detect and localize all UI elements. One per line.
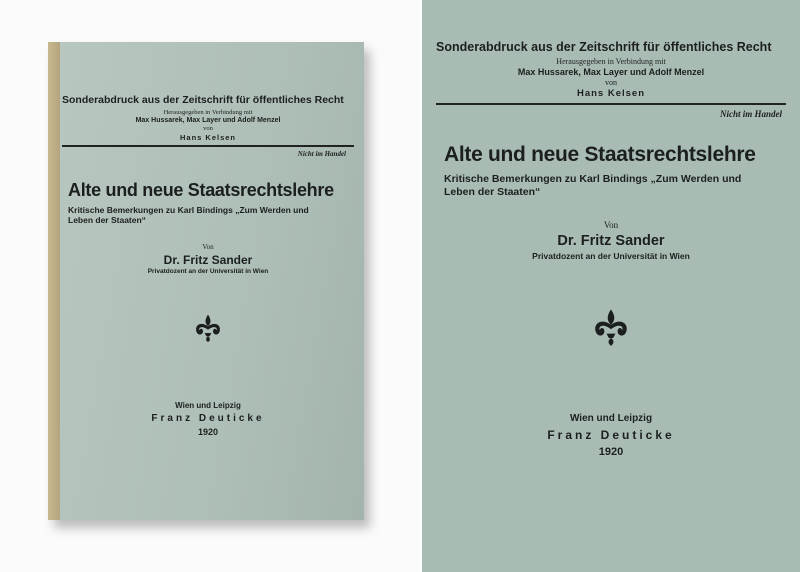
closeup-by-label: Von [603, 220, 619, 230]
booklet-cover [62, 94, 354, 437]
booklet [48, 42, 364, 520]
right-closeup-panel [422, 0, 800, 572]
editors-intro: Herausgegeben in Verbindung mit [163, 109, 253, 116]
editors: Max Hussarek, Max Layer und Adolf Menzel [135, 117, 281, 124]
subtitle-line-1: Kritische Bemerkungen zu Karl Bindings „Zum Werden und [68, 205, 309, 215]
closeup-header-rule [436, 103, 786, 105]
chief-editor: Hans Kelsen [179, 133, 237, 142]
closeup-book-title: Alte und neue Staatsrechtslehre [444, 143, 756, 166]
cover-closeup [436, 40, 786, 458]
closeup-not-for-sale: Nicht im Handel [719, 109, 782, 119]
booklet-spine-edge [48, 42, 60, 520]
subtitle-line-2: Leben der Staaten“ [68, 215, 146, 225]
closeup-publisher-name: Franz Deuticke [547, 428, 675, 442]
author-name: Dr. Fritz Sander [163, 253, 253, 267]
closeup-editors: Max Hussarek, Max Layer und Adolf Menzel [517, 67, 705, 77]
closeup-author-affiliation: Privatdozent an der Universität in Wien [532, 251, 690, 261]
by-label: Von [202, 243, 214, 251]
closeup-header-line: Sonderabdruck aus der Zeitschrift für öffentliches Recht [436, 40, 772, 54]
closeup-publisher-place: Wien und Leipzig [569, 413, 653, 424]
closeup-editors-intro: Herausgegeben in Verbindung mit [556, 57, 666, 66]
closeup-author-name: Dr. Fritz Sander [557, 233, 665, 249]
publication-year: 1920 [197, 427, 219, 437]
author-affiliation: Privatdozent an der Universität in Wien [147, 268, 269, 275]
not-for-sale: Nicht im Handel [297, 150, 346, 158]
closeup-subtitle-line-2: Leben der Staaten“ [444, 186, 541, 198]
closeup-publication-year: 1920 [598, 446, 624, 458]
closeup-fleuron-ornament-icon [589, 307, 633, 347]
header-line: Sonderabdruck aus der Zeitschrift für öffentliches Recht [62, 94, 344, 106]
publisher-place: Wien und Leipzig [175, 401, 241, 410]
closeup-subtitle-line-1: Kritische Bemerkungen zu Karl Bindings „Zum Werden und [444, 173, 742, 185]
header-rule [62, 145, 354, 147]
publisher-name: Franz Deuticke [151, 413, 265, 424]
closeup-chief-editor: Hans Kelsen [576, 88, 646, 99]
fleuron-ornament-icon [191, 313, 225, 343]
book-title: Alte und neue Staatsrechtslehre [68, 180, 334, 200]
von-label: von [203, 125, 213, 132]
closeup-von-label: von [605, 78, 617, 87]
